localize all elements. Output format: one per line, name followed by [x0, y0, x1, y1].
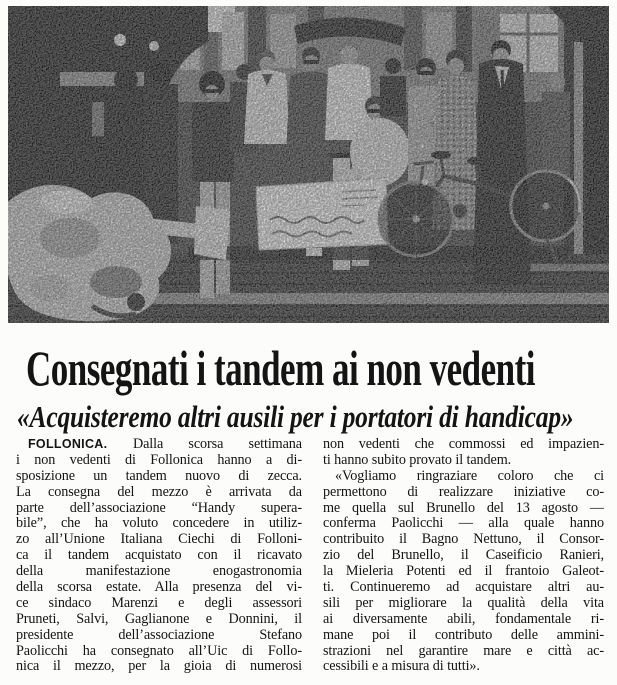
column-1: [16, 437, 302, 675]
body-line: ca il tandem acquistato con il ricavato: [16, 548, 302, 564]
body-line: permettono di realizzare iniziative co-: [323, 484, 604, 500]
body-line: La consegna del mezzo è arrivata da: [16, 484, 302, 500]
body-line: Paolicchi ha consegnato all’Uic di Follo-: [16, 643, 302, 659]
body-line: bile”, che ha voluto concedere in utiliz-: [16, 516, 302, 532]
column-2: [323, 437, 604, 675]
body-line: mane poi il contributo delle ammini-: [323, 627, 604, 643]
article-body: [16, 437, 604, 675]
body-line: FOLLONICA. Dalla scorsa settimana: [28, 437, 302, 452]
body-line: ti hanno subito provato il tandem.: [323, 452, 512, 468]
body-line: sili per migliorare la qualità della vita: [323, 595, 604, 611]
body-line: della manifestazione enogastronomia: [16, 564, 302, 580]
photo-grain: [8, 6, 609, 323]
body-line: la Mieleria Potenti ed il frantoio Galeot-: [323, 564, 604, 580]
body-line: non vedenti che commossi ed impazien-: [323, 437, 604, 452]
body-line: strazioni nel garantire mare e città ac-: [323, 643, 604, 659]
body-line: ce sindaco Marenzi e degli assessori: [16, 595, 302, 611]
body-line: nica il mezzo, per la gioia di numerosi: [16, 659, 302, 675]
headline: Consegnati i tandem ai non vedenti: [26, 341, 536, 397]
body-line: presidente dell’associazione Stefano: [16, 627, 302, 643]
body-line: Pruneti, Salvi, Gaglianone e Donnini, il: [16, 611, 302, 627]
body-line: zio del Brunello, il Caseificio Ranieri,: [323, 548, 604, 564]
body-line: me quella sul Brunello del 13 agosto —: [323, 500, 604, 516]
body-line: ti. Continueremo ad acquistare altri au-: [323, 580, 604, 596]
body-line: parte dell’associazione “Handy supera-: [16, 500, 302, 516]
dateline: FOLLONICA.: [28, 437, 133, 451]
body-line: zo all’Unione Italiana Ciechi di Folloni-: [16, 532, 302, 548]
body-line: della scorsa estate. Alla presenza del vi-: [16, 580, 302, 596]
photo-illustration: [8, 6, 609, 323]
body-line: conferma Paolicchi — alla quale hanno: [323, 516, 604, 532]
body-line: ai diversamente abili, fondamentale ri-: [323, 611, 604, 627]
body-line: contribuito il Bagno Nettuno, il Consor-: [323, 532, 604, 548]
article-photo: [8, 6, 609, 323]
body-line: «Vogliamo ringraziare coloro che ci: [335, 468, 604, 484]
body-line: i non vedenti di Follonica hanno a di-: [16, 452, 302, 468]
subheadline: «Acquisteremo altri ausili per i portatori di handicap»: [17, 399, 574, 435]
body-line: sposizione un tandem nuovo di zecca.: [16, 468, 302, 484]
body-line: cessibili e a misura di tutti».: [323, 659, 480, 675]
